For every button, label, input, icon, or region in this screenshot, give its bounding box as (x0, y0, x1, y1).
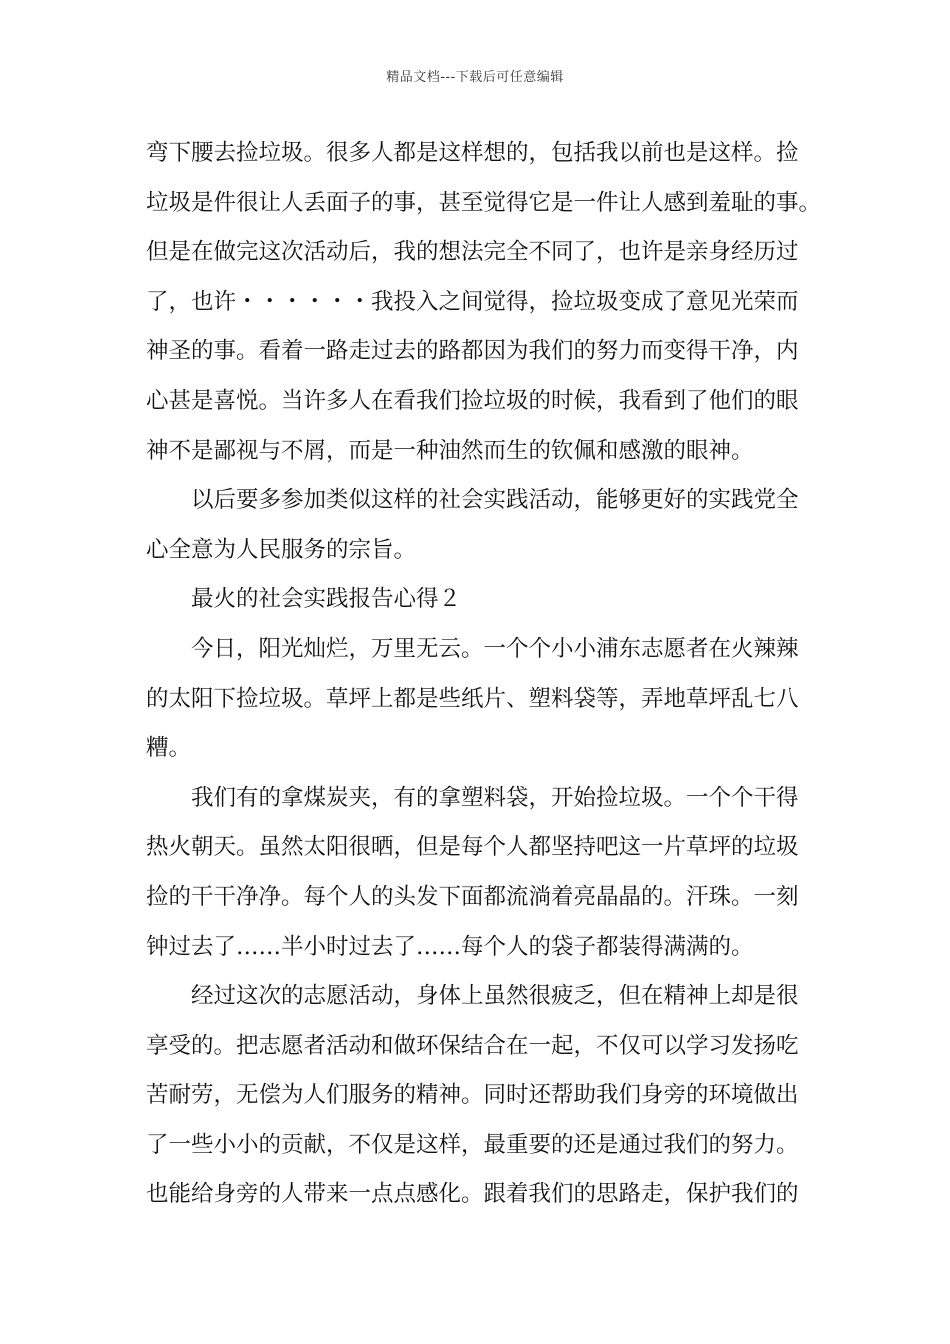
text-line: 的太阳下捡垃圾。草坪上都是些纸片、塑料袋等，弄地草坪乱七八 (146, 685, 799, 712)
text-line: 也能给身旁的人带来一点点感化。跟着我们的思路走，保护我们的 (146, 1181, 799, 1208)
text-line: 了一些小小的贡献，不仅是这样，最重要的还是通过我们的努力。 (146, 1131, 799, 1158)
paragraph (146, 476, 826, 575)
text-line: 神不是鄙视与不屑，而是一种油然而生的钦佩和感激的眼神。 (146, 437, 754, 464)
text-line: 垃圾是件很让人丢面子的事，甚至觉得它是一件让人感到羞耻的事。 (146, 189, 822, 216)
text-line: 热火朝天。虽然太阳很晒，但是每个人都坚持吧这一片草坪的垃圾 (146, 834, 799, 861)
text-line: 最火的社会实践报告心得２ (191, 586, 462, 613)
text-line: 我们有的拿煤炭夹，有的拿塑料袋，开始捡垃圾。一个个干得 (191, 784, 799, 811)
text-line: 心全意为人民服务的宗旨。 (146, 536, 417, 563)
text-line: 神圣的事。看着一路走过去的路都因为我们的努力而变得干净，内 (146, 338, 799, 365)
text-line: 经过这次的志愿活动，身体上虽然很疲乏，但在精神上却是很 (191, 983, 799, 1010)
text-line: 弯下腰去捡垃圾。很多人都是这样想的，包括我以前也是这样。捡 (146, 140, 799, 166)
page-header: 精品文档---下载后可任意编辑 (386, 70, 564, 85)
text-line: 了，也许・・・・・・我投入之间觉得，捡垃圾变成了意见光荣而 (146, 288, 799, 315)
text-line: 钟过去了……半小时过去了……每个人的袋子都装得满满的。 (146, 933, 754, 960)
text-line: 苦耐劳，无偿为人们服务的精神。同时还帮助我们身旁的环境做出 (146, 1082, 799, 1109)
paragraph (146, 774, 826, 972)
paragraph (146, 625, 826, 774)
paragraph (146, 129, 826, 476)
text-line: 今日，阳光灿烂，万里无云。一个个小小浦东志愿者在火辣辣 (191, 635, 799, 662)
text-line: 糟。 (146, 735, 192, 762)
text-line: 享受的。把志愿者活动和做环保结合在一起，不仅可以学习发扬吃 (146, 1032, 799, 1059)
text-line: 但是在做完这次活动后，我的想法完全不同了，也许是亲身经历过 (146, 239, 799, 266)
document-body (146, 129, 826, 1220)
section-heading (146, 575, 826, 625)
text-line: 捡的干干净净。每个人的头发下面都流淌着亮晶晶的。汗珠。一刻 (146, 883, 799, 910)
text-line: 心甚是喜悦。当许多人在看我们捡垃圾的时候，我看到了他们的眼 (146, 387, 799, 414)
paragraph (146, 972, 826, 1220)
text-line: 以后要多参加类似这样的社会实践活动，能够更好的实践党全 (191, 487, 799, 514)
